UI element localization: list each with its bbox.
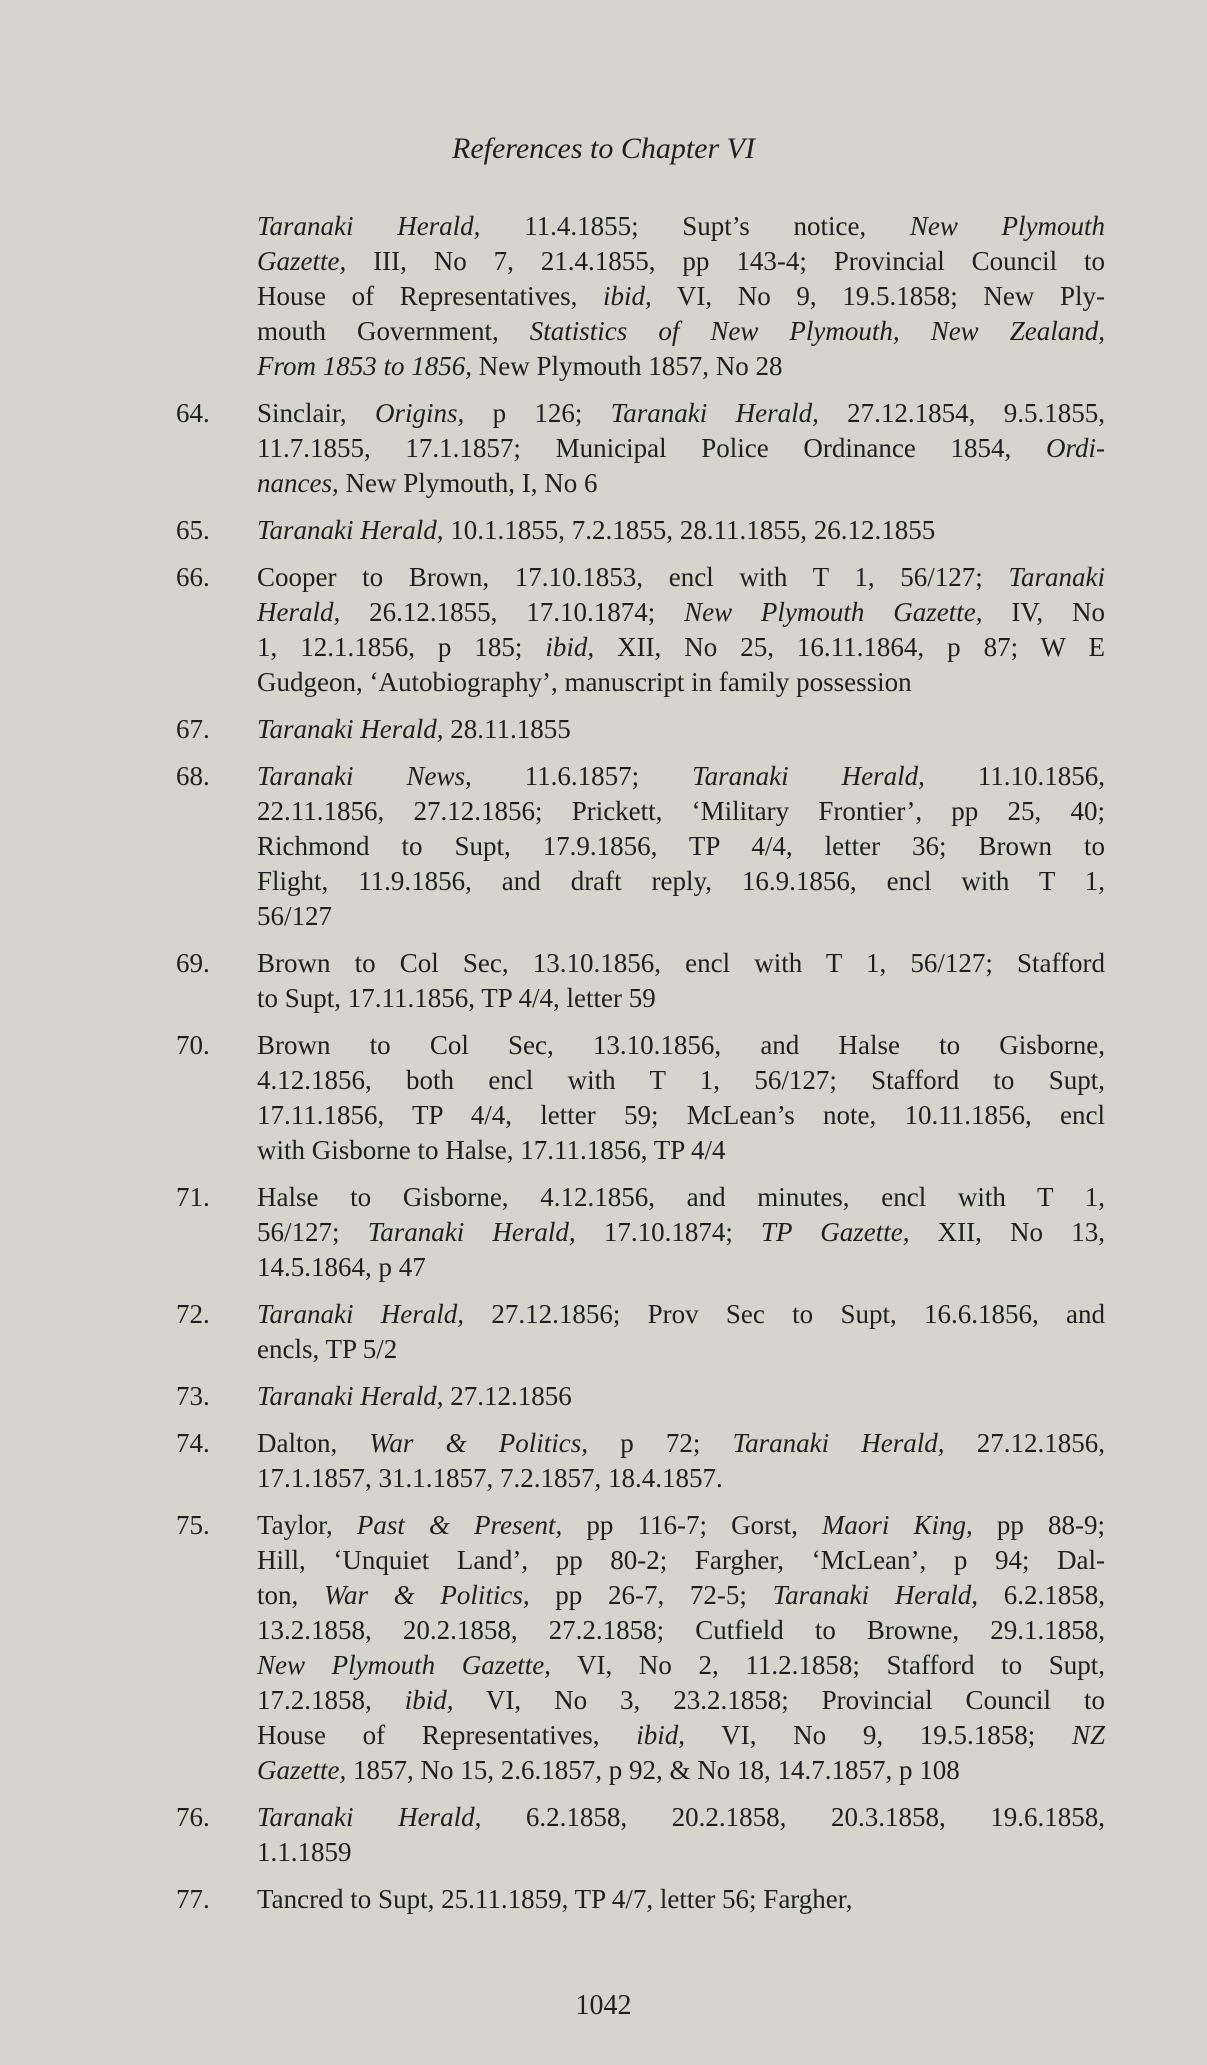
text-segment: Sinclair,	[257, 398, 375, 428]
reference-number: 68.	[176, 761, 210, 791]
text-segment: p 126;	[464, 398, 611, 428]
reference-entry	[0, 513, 1207, 548]
italic-title: Taranaki Herald,	[257, 1381, 444, 1411]
text-segment: 28.11.1855	[443, 714, 571, 744]
reference-line	[257, 431, 1105, 466]
reference-number: 77.	[176, 1884, 210, 1914]
page-number: 1042	[575, 1990, 632, 2021]
reference-line	[257, 1882, 1105, 1917]
italic-title: NZ	[1071, 1720, 1105, 1750]
italic-title: ibid,	[545, 632, 595, 662]
reference-text	[257, 396, 1105, 501]
text-segment: p 72;	[588, 1428, 733, 1458]
reference-line	[257, 1215, 1105, 1250]
text-segment: 1, 12.1.1856, p 185;	[257, 632, 546, 662]
reference-text	[257, 560, 1105, 700]
text-segment: 11.6.1857;	[471, 761, 693, 791]
italic-title: New Plymouth Gazette,	[257, 1650, 551, 1680]
text-segment: Hill, ‘Unquiet Land’, pp 80-2; Fargher, ‘McLean’, p 94; Dal-	[257, 1545, 1105, 1575]
reference-text	[257, 1180, 1105, 1285]
reference-line	[257, 630, 1105, 665]
text-segment: with Gisborne to Halse, 17.11.1856, TP 4/4	[257, 1135, 726, 1165]
text-segment: VI, No 2, 11.2.1858; Stafford to Supt,	[550, 1650, 1105, 1680]
italic-title: ibid,	[603, 281, 652, 311]
text-segment: 6.2.1858,	[978, 1580, 1106, 1610]
italic-title: Taranaki	[1008, 562, 1105, 592]
reference-line	[257, 899, 1105, 934]
italic-title: Ordi-	[1046, 433, 1105, 463]
reference-line	[257, 1718, 1105, 1753]
reference-number: 70.	[176, 1030, 210, 1060]
reference-line	[257, 1578, 1105, 1613]
text-segment: pp 26-7, 72-5;	[529, 1580, 773, 1610]
italic-title: TP Gazette,	[761, 1217, 910, 1247]
text-segment: 56/127;	[257, 1217, 368, 1247]
reference-line	[257, 595, 1105, 630]
reference-line	[257, 1508, 1105, 1543]
reference-text	[257, 209, 1105, 384]
reference-number: 74.	[176, 1428, 210, 1458]
text-segment: House of Representatives,	[257, 281, 604, 311]
text-segment: IV, No	[982, 597, 1105, 627]
italic-title: Taranaki Herald,	[610, 398, 819, 428]
text-segment: 17.11.1856, TP 4/4, letter 59; McLean’s note, 10.11.1856, encl	[257, 1100, 1105, 1130]
reference-line	[257, 560, 1105, 595]
reference-entry	[0, 1508, 1207, 1788]
reference-line	[257, 712, 1105, 747]
reference-entry	[0, 1426, 1207, 1496]
italic-title: Herald,	[257, 597, 341, 627]
italic-title: Taranaki Herald,	[367, 1217, 576, 1247]
reference-entry	[0, 1297, 1207, 1367]
reference-text	[257, 1297, 1105, 1367]
reference-line	[257, 1543, 1105, 1578]
italic-title: nances,	[257, 468, 339, 498]
text-segment: Cooper to Brown, 17.10.1853, encl with T 1, 56/127;	[257, 562, 1009, 592]
italic-title: Statistics of New Plymouth, New Zealand,	[529, 316, 1105, 346]
reference-line	[257, 759, 1105, 794]
reference-text	[257, 1379, 1105, 1414]
text-segment: Dalton,	[257, 1428, 370, 1458]
reference-entry	[0, 1800, 1207, 1870]
text-segment: 56/127	[257, 901, 333, 931]
italic-title: Taranaki Herald,	[692, 761, 925, 791]
reference-line	[257, 946, 1105, 981]
italic-title: Origins,	[374, 398, 465, 428]
italic-title: Taranaki Herald,	[732, 1428, 945, 1458]
text-segment: Brown to Col Sec, 13.10.1856, encl with T 1, 56/127; Stafford	[257, 948, 1105, 978]
reference-line	[257, 1613, 1105, 1648]
text-segment: ton,	[257, 1580, 324, 1610]
text-segment: Gudgeon, ‘Autobiography’, manuscript in family possession	[257, 667, 912, 697]
reference-line	[257, 665, 1105, 700]
reference-text	[257, 946, 1105, 1016]
reference-line	[257, 1379, 1105, 1414]
reference-line	[257, 244, 1105, 279]
italic-title: Taranaki Herald,	[257, 714, 444, 744]
reference-line	[257, 279, 1105, 314]
text-segment: 27.12.1856; Prov Sec to Supt, 16.6.1856, and	[464, 1299, 1105, 1329]
reference-line	[257, 1683, 1105, 1718]
reference-number: 67.	[176, 714, 210, 744]
text-segment: 27.12.1856,	[944, 1428, 1105, 1458]
italic-title: Past & Present,	[356, 1510, 563, 1540]
italic-title: Gazette,	[257, 246, 347, 276]
reference-line	[257, 1461, 1105, 1496]
text-segment: Brown to Col Sec, 13.10.1856, and Halse to Gisborne,	[257, 1030, 1105, 1060]
italic-title: From 1853 to 1856,	[257, 351, 472, 381]
reference-line	[257, 396, 1105, 431]
reference-line	[257, 829, 1105, 864]
text-segment: VI, No 9, 19.5.1858; New Ply-	[651, 281, 1105, 311]
reference-entry	[0, 759, 1207, 934]
reference-line	[257, 1426, 1105, 1461]
reference-line	[257, 314, 1105, 349]
reference-line	[257, 1753, 1105, 1788]
reference-number: 75.	[176, 1510, 210, 1540]
text-segment: Halse to Gisborne, 4.12.1856, and minutes, encl with T 1,	[257, 1182, 1105, 1212]
text-segment: 27.12.1856	[443, 1381, 572, 1411]
text-segment: Tancred to Supt, 25.11.1859, TP 4/7, letter 56; Fargher,	[257, 1884, 853, 1914]
reference-entry	[0, 560, 1207, 700]
italic-title: Taranaki Herald,	[257, 515, 444, 545]
text-segment: encls, TP 5/2	[257, 1334, 398, 1364]
reference-number: 73.	[176, 1381, 210, 1411]
reference-line	[257, 1180, 1105, 1215]
reference-text	[257, 1426, 1105, 1496]
text-segment: 4.12.1856, both encl with T 1, 56/127; Stafford to Supt,	[257, 1065, 1105, 1095]
reference-line	[257, 1297, 1105, 1332]
reference-number: 65.	[176, 515, 210, 545]
text-segment: XII, No 25, 16.11.1864, p 87; W E	[594, 632, 1105, 662]
text-segment: Taylor,	[257, 1510, 357, 1540]
text-segment: 17.1.1857, 31.1.1857, 7.2.1857, 18.4.1857.	[257, 1463, 723, 1493]
text-segment: Flight, 11.9.1856, and draft reply, 16.9.1856, encl with T 1,	[257, 866, 1105, 896]
reference-line	[257, 209, 1105, 244]
reference-line	[257, 1133, 1105, 1168]
text-segment: XII, No 13,	[909, 1217, 1105, 1247]
reference-line	[257, 349, 1105, 384]
reference-entry	[0, 1180, 1207, 1285]
text-segment: House of Representatives,	[257, 1720, 637, 1750]
reference-text	[257, 1508, 1105, 1788]
text-segment: 11.10.1856,	[924, 761, 1106, 791]
text-segment: mouth Government,	[257, 316, 530, 346]
text-segment: 17.10.1874;	[575, 1217, 762, 1247]
text-segment: III, No 7, 21.4.1855, pp 143-4; Provincial Council to	[346, 246, 1105, 276]
text-segment: 6.2.1858, 20.2.1858, 20.3.1858, 19.6.1858,	[481, 1802, 1106, 1832]
reference-line	[257, 1332, 1105, 1367]
text-segment: pp 88-9;	[972, 1510, 1105, 1540]
reference-text	[257, 513, 1105, 548]
text-segment: 22.11.1856, 27.12.1856; Prickett, ‘Military Frontier’, pp 25, 40;	[257, 796, 1105, 826]
reference-number: 66.	[176, 562, 210, 592]
italic-title: ibid,	[404, 1685, 454, 1715]
italic-title: War & Politics,	[323, 1580, 530, 1610]
text-segment: Richmond to Supt, 17.9.1856, TP 4/4, letter 36; Brown to	[257, 831, 1105, 861]
text-segment: New Plymouth, I, No 6	[338, 468, 598, 498]
reference-line	[257, 466, 1105, 501]
reference-entry	[0, 209, 1207, 384]
text-segment: 26.12.1855, 17.10.1874;	[340, 597, 685, 627]
text-segment: 11.7.1855, 17.1.1857; Municipal Police Ordinance 1854,	[257, 433, 1046, 463]
text-segment: 27.12.1854, 9.5.1855,	[818, 398, 1106, 428]
text-segment: 14.5.1864, p 47	[257, 1252, 426, 1282]
reference-line	[257, 794, 1105, 829]
text-segment: pp 116-7; Gorst,	[562, 1510, 822, 1540]
reference-line	[257, 1800, 1105, 1835]
text-segment: 11.4.1855; Supt’s notice,	[480, 211, 910, 241]
reference-number: 69.	[176, 948, 210, 978]
reference-line	[257, 513, 1105, 548]
italic-title: Taranaki Herald,	[257, 211, 481, 241]
text-segment: VI, No 3, 23.2.1858; Provincial Council to	[453, 1685, 1105, 1715]
reference-line	[257, 1835, 1105, 1870]
text-segment: 13.2.1858, 20.2.1858, 27.2.1858; Cutfield to Browne, 29.1.1858,	[257, 1615, 1105, 1645]
reference-text	[257, 1028, 1105, 1168]
text-segment: New Plymouth 1857, No 28	[472, 351, 783, 381]
reference-text	[257, 1882, 1105, 1917]
reference-number: 76.	[176, 1802, 210, 1832]
italic-title: New Plymouth Gazette,	[684, 597, 983, 627]
reference-entry	[0, 1028, 1207, 1168]
reference-entry	[0, 1379, 1207, 1414]
text-segment: 10.1.1855, 7.2.1855, 28.11.1855, 26.12.1855	[443, 515, 936, 545]
reference-entry	[0, 712, 1207, 747]
reference-entry	[0, 396, 1207, 501]
reference-line	[257, 1250, 1105, 1285]
italic-title: Maori King,	[821, 1510, 973, 1540]
reference-text	[257, 759, 1105, 934]
reference-line	[257, 1028, 1105, 1063]
reference-number: 72.	[176, 1299, 210, 1329]
reference-number: 64.	[176, 398, 210, 428]
reference-text	[257, 712, 1105, 747]
italic-title: Taranaki Herald,	[257, 1802, 482, 1832]
reference-number: 71.	[176, 1182, 210, 1212]
reference-line	[257, 981, 1105, 1016]
reference-text	[257, 1800, 1105, 1870]
running-head: References to Chapter VI	[452, 132, 755, 165]
reference-list	[0, 209, 1207, 1929]
text-segment: to Supt, 17.11.1856, TP 4/4, letter 59	[257, 983, 656, 1013]
reference-entry	[0, 946, 1207, 1016]
text-segment: VI, No 9, 19.5.1858;	[685, 1720, 1072, 1750]
text-segment: 1.1.1859	[257, 1837, 352, 1867]
italic-title: Gazette,	[257, 1755, 347, 1785]
italic-title: Taranaki Herald,	[772, 1580, 979, 1610]
italic-title: War & Politics,	[369, 1428, 589, 1458]
italic-title: New Plymouth	[909, 211, 1105, 241]
reference-entry	[0, 1882, 1207, 1917]
reference-line	[257, 1648, 1105, 1683]
text-segment: 1857, No 15, 2.6.1857, p 92, & No 18, 14.7.1857, p 108	[346, 1755, 960, 1785]
reference-line	[257, 864, 1105, 899]
italic-title: Taranaki Herald,	[257, 1299, 465, 1329]
reference-line	[257, 1098, 1105, 1133]
reference-line	[257, 1063, 1105, 1098]
italic-title: Taranaki News,	[257, 761, 472, 791]
text-segment: 17.2.1858,	[257, 1685, 405, 1715]
italic-title: ibid,	[636, 1720, 686, 1750]
